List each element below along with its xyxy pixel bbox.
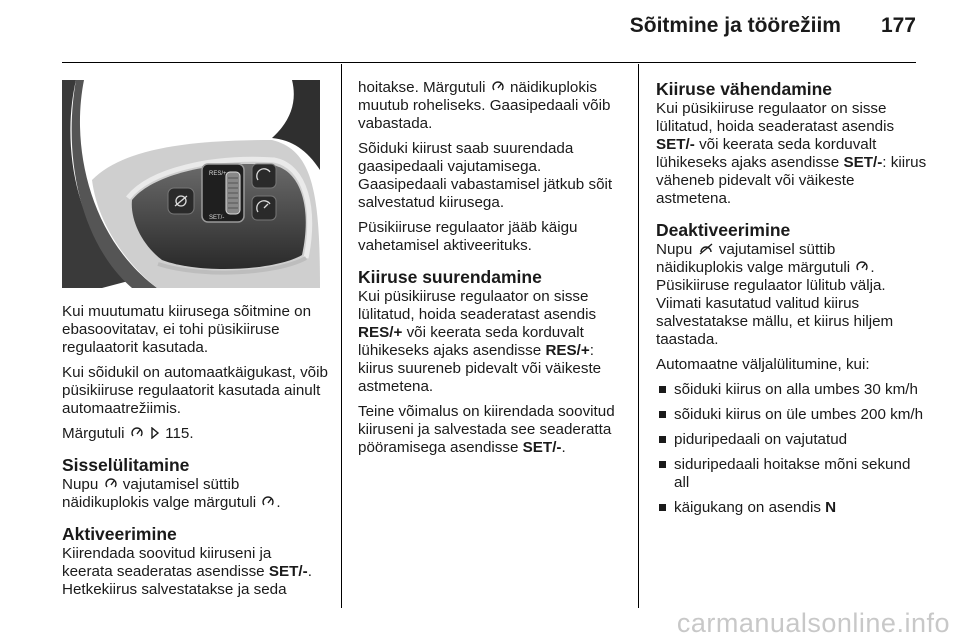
cruise-control-icon bbox=[855, 260, 869, 273]
list-item: siduripedaali hoitakse mõni sekund all bbox=[656, 456, 928, 492]
heading-sisselulitamine: Sisselülitamine bbox=[62, 455, 190, 475]
paragraph: Nupu vajutamisel süttib näidikuplokis valge märgutuli . bbox=[62, 476, 281, 511]
res-label: RES/+ bbox=[209, 171, 227, 177]
heading-kiiruse-vahendamine: Kiiruse vähendamine bbox=[656, 79, 833, 99]
section-title: Sõitmine ja töörežiim bbox=[629, 14, 841, 37]
auto-off-list bbox=[656, 381, 928, 517]
page-reference-link[interactable]: 115. bbox=[165, 425, 194, 442]
set-label: SET/- bbox=[209, 215, 225, 221]
paragraph: Püsikiiruse regulaator jääb käigu vahetamisel aktiveerituks. bbox=[358, 219, 578, 254]
heading-aktiveerimine: Aktiveerimine bbox=[62, 524, 177, 544]
column-2 bbox=[358, 79, 630, 464]
list-item: sõiduki kiirus on alla umbes 30 km/h bbox=[656, 381, 928, 399]
list-item: sõiduki kiirus on üle umbes 200 km/h bbox=[656, 406, 928, 424]
paragraph: Nupu vajutamisel süttib näidikuplokis valge märgutuli . Püsikiiruse regulaator lülitub välja. Viimati kasutatud valitud kiirus salvestatakse mällu, et kiirus hiljem taastada. bbox=[656, 241, 894, 348]
page-ref-arrow-icon bbox=[150, 427, 160, 439]
column-divider-2 bbox=[638, 64, 639, 608]
paragraph: Kiirendada soovitud kiiruseni ja keerata seaderatas asendisse SET/-. Hetkekiirus salvestatakse ja seda bbox=[62, 545, 312, 598]
paragraph: Märgutuli 115. bbox=[62, 425, 194, 442]
paragraph: Kui sõidukil on automaatkäigukast, võib püsikiiruse regulaatorit kasutada ainult automaatrežiimis. bbox=[62, 364, 328, 417]
list-item: käigukang on asendis N bbox=[656, 499, 928, 517]
cruise-control-icon bbox=[261, 495, 275, 508]
column-3 bbox=[656, 79, 928, 524]
cruise-control-icon bbox=[104, 477, 118, 490]
page-header bbox=[630, 14, 916, 38]
paragraph: Sõiduki kiirust saab suurendada gaasipedaali vajutamisega. Gaasipedaali vabastamisel jätkub sõit salvestatud kiirusega. bbox=[358, 140, 613, 211]
column-divider-1 bbox=[341, 64, 342, 608]
page-number: 177 bbox=[880, 14, 916, 37]
watermark: carmanualsonline.info bbox=[676, 608, 950, 638]
heading-deaktiveerimine: Deaktiveerimine bbox=[656, 220, 791, 240]
paragraph: Kui püsikiiruse regulaator on sisse lülitatud, hoida seaderatast asendis SET/- või keerata seda korduvalt lühikeseks ajaks asendisse SET/-: kiirus väheneb pidevalt või väikeste astmetena. bbox=[656, 100, 927, 207]
column-1 bbox=[62, 303, 334, 599]
cruise-control-icon bbox=[130, 426, 144, 439]
list-item: piduripedaali on vajutatud bbox=[656, 431, 928, 449]
cruise-cancel-icon bbox=[698, 242, 714, 255]
heading-kiiruse-suurendamine: Kiiruse suurendamine bbox=[358, 267, 542, 287]
header-rule bbox=[62, 62, 916, 63]
paragraph: Automaatne väljalülitumine, kui: bbox=[656, 356, 870, 373]
paragraph: Teine võimalus on kiirendada soovitud kiiruseni ja salvestada see seaderatta pööramisega asendisse SET/-. bbox=[358, 403, 615, 456]
paragraph: Kui püsikiiruse regulaator on sisse lülitatud, hoida seaderatast asendis RES/+ või keerata seda korduvalt lühikeseks ajaks asendisse RES/+: kiirus suureneb pidevalt või väikeste astmetena. bbox=[358, 288, 602, 395]
paragraph: hoitakse. Märgutuli näidikuplokis muutub roheliseks. Gaasipedaali võib vabastada. bbox=[358, 79, 611, 132]
paragraph: Kui muutumatu kiirusega sõitmine on ebasoovitatav, ei tohi püsikiiruse regulaatorit kasutada. bbox=[62, 303, 312, 356]
cruise-control-icon bbox=[491, 80, 505, 93]
steering-wheel-figure bbox=[62, 80, 320, 288]
